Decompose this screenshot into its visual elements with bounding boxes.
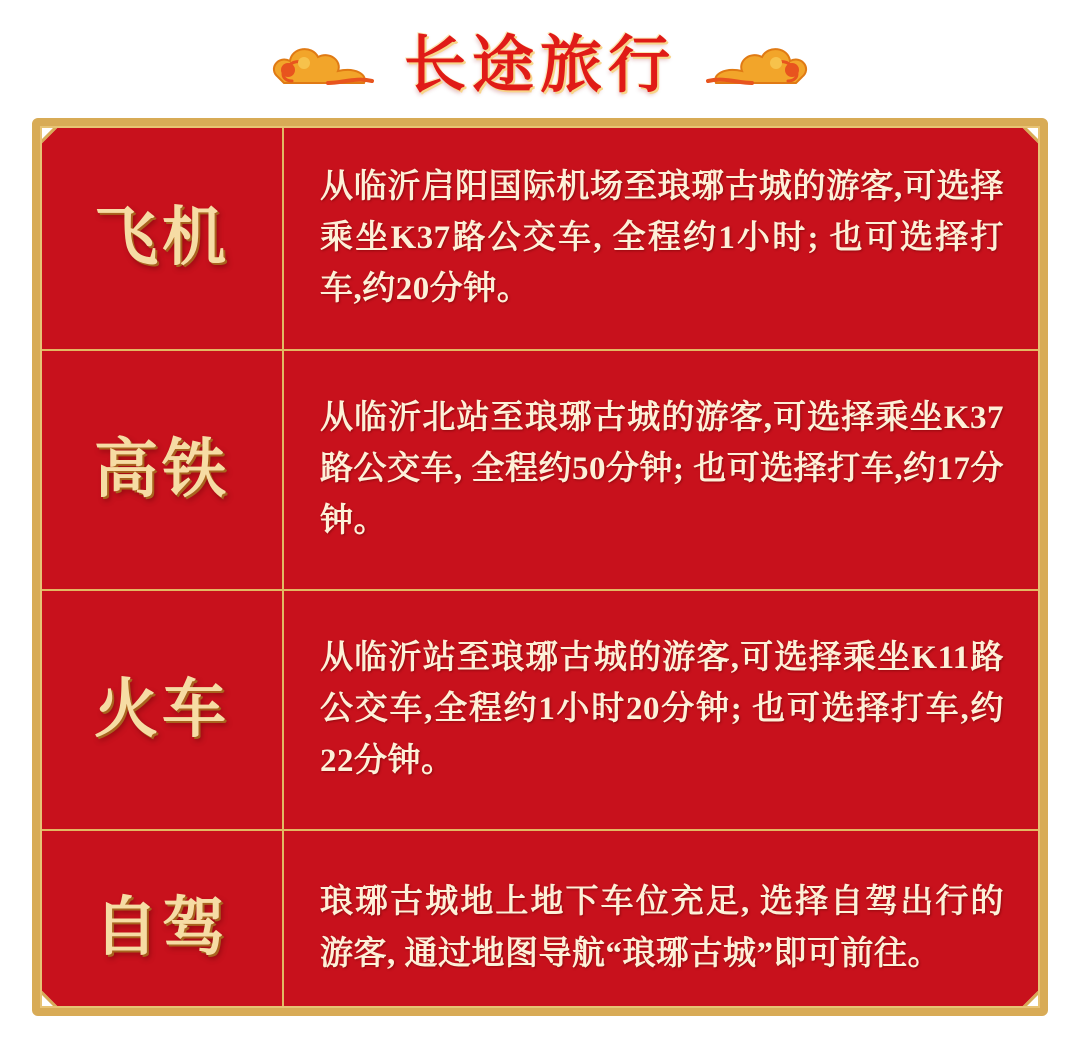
mode-label-plane: 飞机 <box>94 202 230 274</box>
page-title: 长途旅行 <box>403 32 676 100</box>
description-plane: 从临沂启阳国际机场至琅琊古城的游客,可选择乘坐K37路公交车, 全程约1小时; 也可选择打车,约20分钟。 <box>320 168 1004 308</box>
table-cell-description <box>283 350 1038 590</box>
description-train: 从临沂站至琅琊古城的游客,可选择乘坐K11路公交车,全程约1小时20分钟; 也可选择打车,约22分钟。 <box>320 640 1004 779</box>
table-cell-description <box>283 830 1038 1008</box>
cloud-ornament-right-icon <box>694 37 812 95</box>
mode-label-self-drive: 自驾 <box>94 892 230 964</box>
info-table-frame <box>32 118 1048 1016</box>
table-cell-mode <box>42 590 283 830</box>
mode-label-train: 火车 <box>94 673 230 745</box>
info-table-inner <box>40 126 1040 1008</box>
description-high-speed-rail: 从临沂北站至琅琊古城的游客,可选择乘坐K37路公交车, 全程约50分钟; 也可选择打车,约17分钟。 <box>320 400 1004 539</box>
table-row <box>42 830 1038 1008</box>
table-cell-mode <box>42 350 283 590</box>
cloud-ornament-left-icon <box>268 37 386 95</box>
title-row <box>0 18 1080 114</box>
table-cell-mode <box>42 128 283 350</box>
table-cell-description <box>283 128 1038 350</box>
table-row <box>42 590 1038 830</box>
table-row <box>42 128 1038 350</box>
mode-label-high-speed-rail: 高铁 <box>94 433 230 505</box>
table-cell-mode <box>42 830 283 1008</box>
travel-modes-table <box>42 128 1038 1008</box>
table-row <box>42 350 1038 590</box>
description-self-drive: 琅琊古城地上地下车位充足, 选择自驾出行的游客, 通过地图导航“琅琊古城”即可前往。 <box>320 884 1004 972</box>
table-cell-description <box>283 590 1038 830</box>
